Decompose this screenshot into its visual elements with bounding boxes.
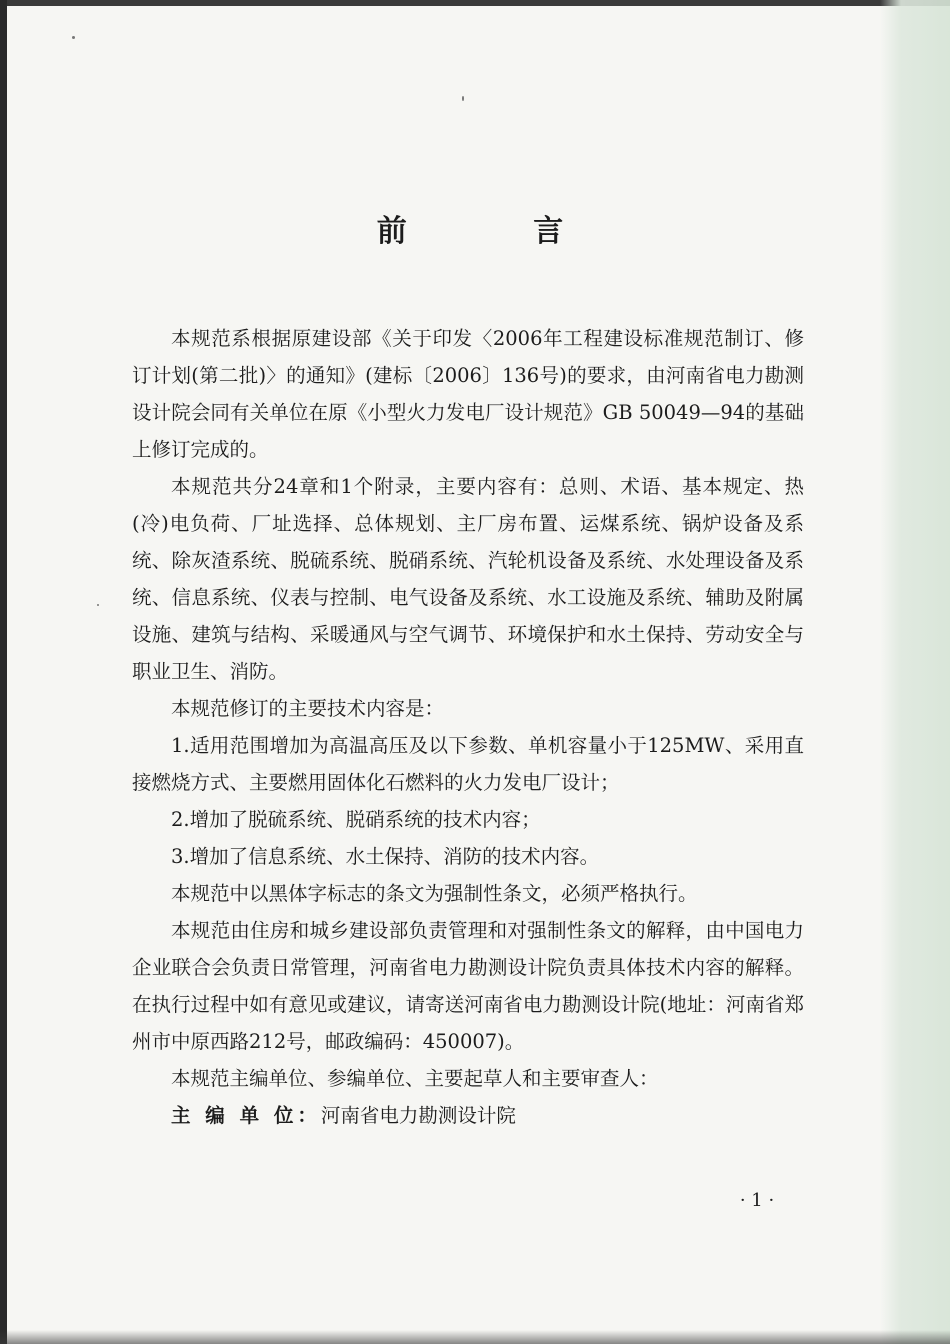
page-number: · 1 ·	[739, 1190, 775, 1211]
chief-editor-value: 河南省电力勘测设计院	[320, 1104, 516, 1127]
scan-edge-top	[0, 0, 950, 6]
list-item: 3.增加了信息系统、水土保持、消防的技术内容。	[171, 845, 600, 868]
paragraph: 本规范修订的主要技术内容是：	[171, 697, 445, 720]
chief-editor-line	[132, 1097, 804, 1134]
scan-edge-bottom	[0, 1330, 950, 1344]
scan-speck	[462, 96, 464, 101]
list-item: 1.适用范围增加为高温高压及以下参数、单机容量小于125MW、采用直接燃烧方式、主要燃用固体化石燃料的火力发电厂设计；	[132, 734, 804, 794]
scan-edge-left	[0, 0, 7, 1344]
paragraph: 本规范由住房和城乡建设部负责管理和对强制性条文的解释，由中国电力企业联合会负责日常管理，河南省电力勘测设计院负责具体技术内容的解释。在执行过程中如有意见或建议，请寄送河南省电力勘测设计院(地址：河南省郑州市中原西路212号，邮政编码：450007)。	[132, 919, 804, 1053]
paragraph: 本规范主编单位、参编单位、主要起草人和主要审查人：	[171, 1067, 659, 1090]
chief-editor-label: 主 编 单 位：	[171, 1104, 321, 1127]
page-title: 前 言	[376, 214, 622, 249]
list-item: 2.增加了脱硫系统、脱硝系统的技术内容；	[171, 808, 541, 831]
paragraph: 本规范中以黑体字标志的条文为强制性条文，必须严格执行。	[171, 882, 698, 905]
paragraph: 本规范共分24章和1个附录，主要内容有：总则、术语、基本规定、热(冷)电负荷、厂址选择、总体规划、主厂房布置、运煤系统、锅炉设备及系统、除灰渣系统、脱硫系统、脱硝系统、汽轮机设备及系统、水处理设备及系统、信息系统、仪表与控制、电气设备及系统、水工设施及系统、辅助及附属设施、建筑与结构、采暖通风与空气调节、环境保护和水土保持、劳动安全与职业卫生、消防。	[132, 475, 804, 683]
paragraph: 本规范系根据原建设部《关于印发〈2006年工程建设标准规范制订、修订计划(第二批)〉的通知》(建标〔2006〕136号)的要求，由河南省电力勘测设计院会同有关单位在原《小型火力发电厂设计规范》GB 50049—94的基础上修订完成的。	[132, 327, 804, 461]
scan-speck	[72, 36, 75, 39]
scan-edge-right	[880, 0, 950, 1344]
scan-speck	[97, 604, 99, 606]
preface-body	[132, 320, 804, 1134]
